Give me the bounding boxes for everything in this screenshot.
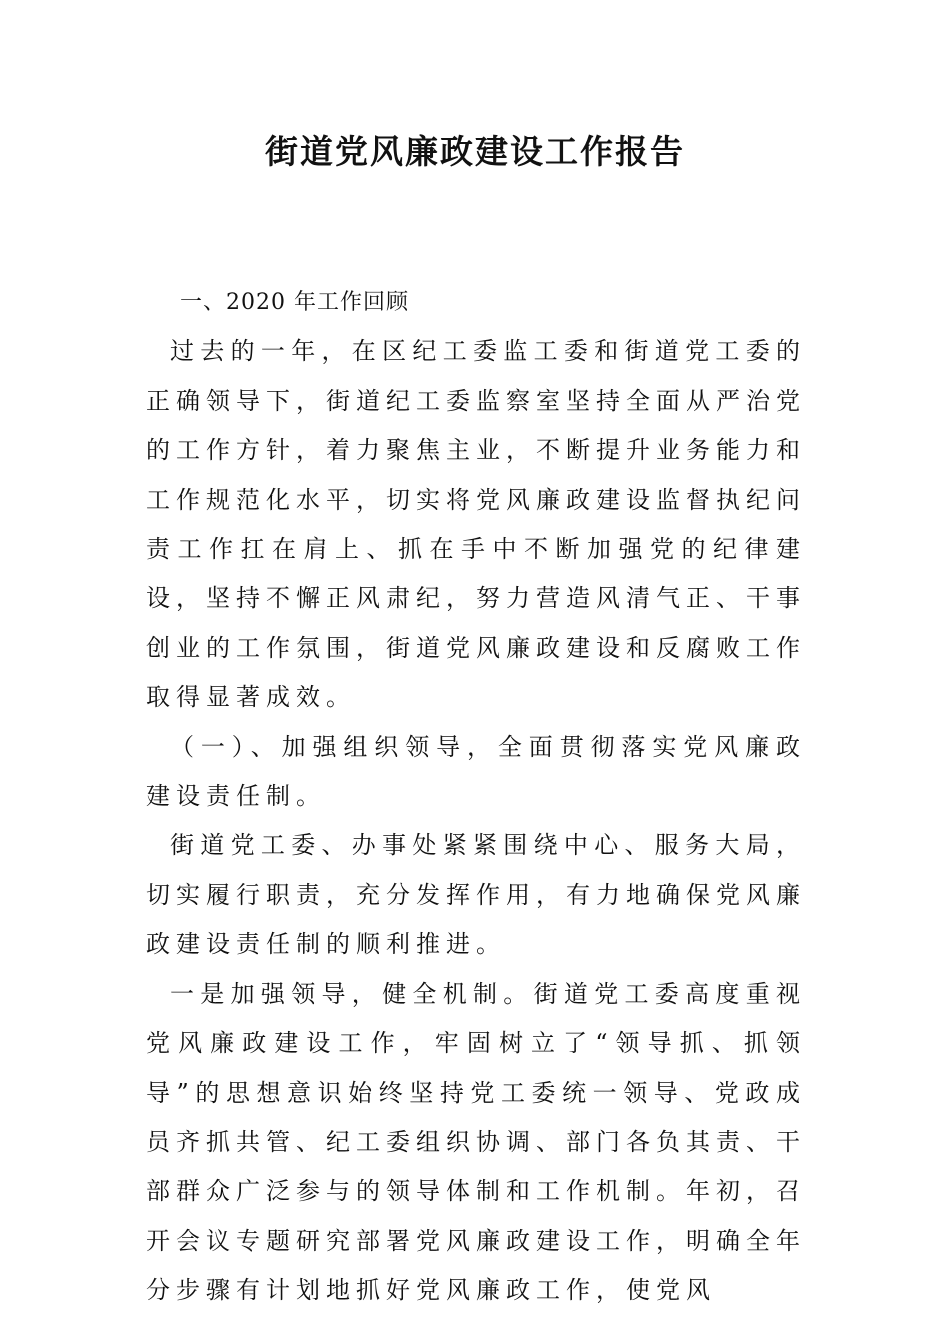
paragraph-duties: 街道党工委、办事处紧紧围绕中心、服务大局，切实履行职责，充分发挥作用，有力地确保党风廉政建设责任制的顺利推进。: [146, 831, 806, 959]
section-heading: 一、2020 年工作回顾: [180, 290, 409, 315]
document-body: [146, 278, 806, 1316]
document-title: 街道党风廉政建设工作报告: [265, 132, 685, 171]
subsection-heading-organization: （一）、加强组织领导，全面贯彻落实党风廉政建设责任制。: [146, 732, 806, 811]
paragraph-leadership-mechanism: 一是加强领导，健全机制。街道党工委高度重视党风廉政建设工作，牢固树立了“领导抓、抓领导”的思想意识始终坚持党工委统一领导、党政成员齐抓共管、纪工委组织协调、部门各负其责、干部群众广泛参与的领导体制和工作机制。年初，召开会议专题研究部署党风廉政建设工作，明确全年分步骤有计划地抓好党风廉政工作，使党风: [146, 979, 806, 1305]
paragraph-review-intro: 过去的一年，在区纪工委监工委和街道党工委的正确领导下，街道纪工委监察室坚持全面从严治党的工作方针，着力聚焦主业，不断提升业务能力和工作规范化水平，切实将党风廉政建设监督执纪问责工作扛在肩上、抓在手中不断加强党的纪律建设，坚持不懈正风肃纪，努力营造风清气正、干事创业的工作氛围，街道党风廉政建设和反腐败工作取得显著成效。: [146, 337, 806, 712]
